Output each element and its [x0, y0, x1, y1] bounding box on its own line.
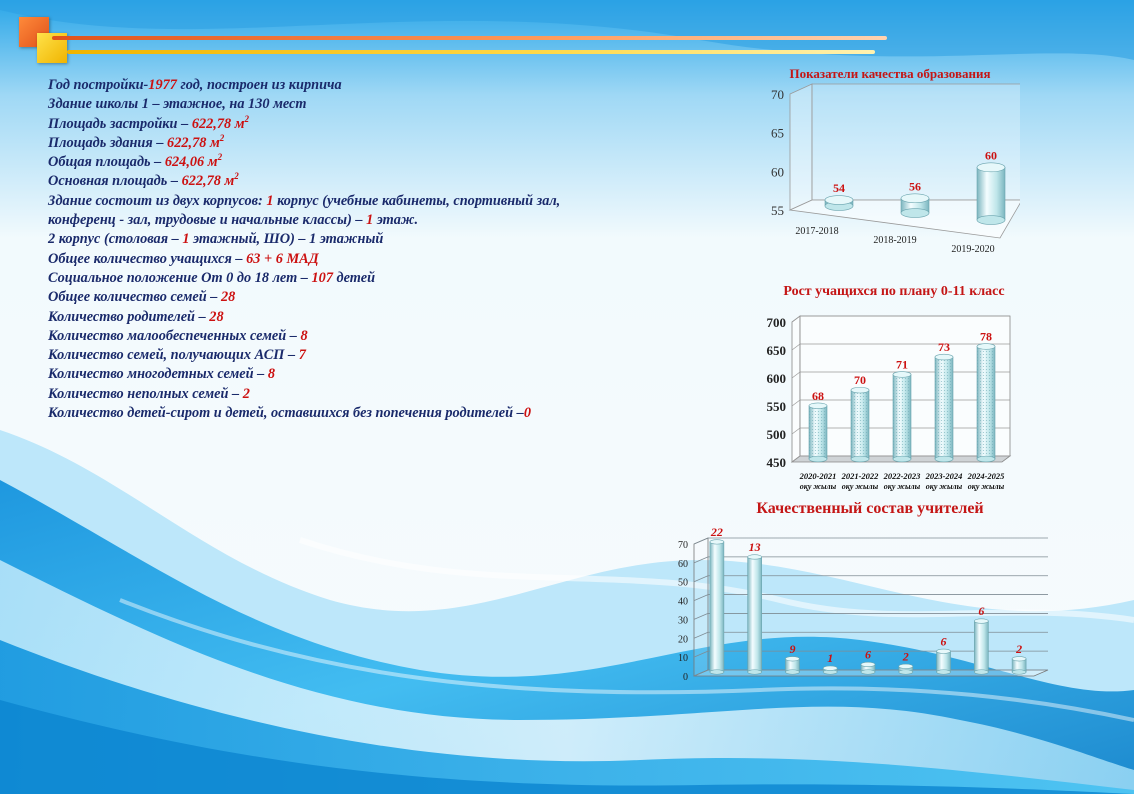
- chart3-ytick: 0: [683, 672, 688, 683]
- chart2-category: 2022-2023: [883, 471, 921, 481]
- chart2-ytick: 500: [766, 427, 786, 442]
- chart1-bar: [901, 194, 929, 218]
- chart3-ytick: 10: [678, 653, 688, 665]
- chart2-student-growth: [748, 308, 1028, 500]
- chart3-data-label: 13: [748, 539, 761, 554]
- info-value: 2: [217, 152, 223, 163]
- info-value: 28: [209, 308, 224, 325]
- info-line-14: [48, 327, 688, 346]
- info-text: Общая площадь –: [48, 154, 165, 171]
- info-line-11: [48, 269, 688, 288]
- info-line-15: [48, 346, 688, 365]
- info-value: 107: [311, 269, 333, 286]
- info-text: 2 корпус (столовая –: [48, 231, 183, 248]
- chart3-ytick: 20: [678, 634, 688, 646]
- chart3-bar: [974, 619, 988, 674]
- chart1-ytick: 65: [771, 125, 784, 141]
- chart3-bar: [1012, 657, 1026, 675]
- info-value: 1: [266, 192, 274, 209]
- info-value: 622,78 м: [167, 134, 220, 151]
- info-text: Количество семей, получающих АСП –: [48, 347, 299, 364]
- chart3-data-label: 9: [789, 641, 796, 656]
- info-value: 28: [221, 289, 236, 306]
- chart1-side-wall: [790, 84, 812, 210]
- info-text: Количество малообеспеченных семей –: [48, 327, 301, 344]
- chart2-category: 2021-2022: [841, 471, 879, 481]
- chart2-side-wall: [792, 316, 800, 462]
- chart2-ytick: 550: [766, 399, 786, 414]
- info-line-6: [48, 172, 688, 191]
- chart1-title: Показатели качества образования: [789, 66, 991, 81]
- info-line-12: [48, 288, 688, 307]
- chart1-category: 2019-2020: [951, 244, 995, 255]
- info-text: этаж.: [373, 212, 419, 229]
- chart2-data-label: 73: [938, 340, 950, 355]
- chart2-category-sub: оқу жылы: [841, 482, 879, 491]
- info-line-1: [48, 76, 688, 95]
- info-text: Площадь здания –: [48, 134, 168, 151]
- chart2-data-label: 78: [980, 329, 992, 344]
- chart3-bar: [861, 662, 875, 674]
- chart2-ytick: 700: [766, 315, 786, 330]
- chart3-ytick: 70: [678, 540, 688, 551]
- info-value: 0: [523, 405, 531, 422]
- chart3-bar: [823, 666, 837, 674]
- info-line-5: [48, 153, 688, 172]
- info-text: Количество многодетных семей –: [48, 366, 268, 383]
- chart1-ytick: 60: [771, 164, 784, 180]
- info-value: 2: [219, 133, 225, 144]
- info-value: 622,78 м: [181, 173, 235, 190]
- info-value: 2: [244, 113, 249, 124]
- chart1-data-label: 60: [985, 148, 997, 163]
- info-line-10: [48, 250, 688, 269]
- chart3-ytick: 50: [678, 577, 688, 589]
- chart2-title: Рост учащихся по плану 0-11 класс: [783, 284, 1005, 299]
- info-value: 1: [366, 212, 374, 229]
- chart2-data-label: 71: [896, 357, 908, 372]
- orange-line-decoration: [52, 36, 887, 40]
- chart2-ytick: 450: [766, 455, 786, 470]
- info-value: 1: [182, 231, 190, 248]
- chart2-category-sub: оқу жылы: [883, 482, 921, 491]
- chart2-ytick: 650: [766, 343, 786, 358]
- chart3-side-wall: [694, 538, 708, 676]
- chart1-ytick: 55: [771, 203, 784, 218]
- info-text: Здание состоит из двух корпусов:: [48, 192, 267, 209]
- info-text: Количество родителей –: [48, 308, 210, 325]
- chart3-ytick: 30: [678, 615, 688, 627]
- chart2-bar: [809, 403, 827, 462]
- chart3-data-label: 2: [1016, 641, 1023, 656]
- chart1-ytick: 70: [771, 87, 784, 102]
- chart1-bar: [825, 196, 853, 211]
- chart3-bar: [937, 649, 951, 674]
- chart2-category: 2023-2024: [925, 471, 963, 481]
- chart2-ytick: 600: [766, 371, 786, 386]
- info-value: 622,78 м: [191, 115, 245, 132]
- info-line-2: [48, 95, 688, 114]
- chart3-bar: [748, 555, 762, 675]
- info-text: Основная площадь –: [48, 173, 182, 190]
- info-text: детей: [332, 269, 376, 286]
- chart3-bar: [710, 540, 724, 675]
- chart2-bar: [935, 354, 953, 462]
- chart1-quality-of-education: [740, 80, 1020, 260]
- chart3-data-label: 6: [940, 634, 947, 649]
- info-text: Площадь застройки –: [48, 115, 192, 132]
- chart1-category: 2018-2019: [873, 235, 917, 246]
- chart3-data-label: 6: [865, 647, 871, 662]
- info-line-13: [48, 308, 688, 327]
- school-info-list: [48, 76, 688, 423]
- chart2-bar: [977, 344, 995, 462]
- chart3-ytick: 60: [678, 558, 688, 570]
- chart2-data-label: 70: [854, 373, 866, 388]
- chart1-bar: [977, 163, 1005, 225]
- chart2-category-sub: оқу жылы: [799, 482, 837, 491]
- chart3-data-label: 22: [710, 528, 723, 539]
- chart3-bar: [785, 657, 799, 675]
- info-text: Количество детей-сирот и детей, оставшихся без попечения родителей –: [48, 405, 524, 422]
- info-line-8: [48, 211, 688, 230]
- info-value: 63 + 6 МАД: [246, 250, 319, 267]
- info-line-7: [48, 192, 688, 211]
- info-line-4: [48, 134, 688, 153]
- chart2-category-sub: оқу жылы: [967, 482, 1005, 491]
- chart3-data-label: 6: [978, 604, 985, 619]
- yellow-line-decoration: [67, 50, 875, 54]
- info-line-3: [48, 115, 688, 134]
- chart1-category: 2017-2018: [795, 226, 839, 237]
- info-text: корпус (учебные кабинеты, спортивный зал,: [273, 192, 561, 209]
- info-text: Общее количество учащихся –: [48, 250, 247, 267]
- chart3-teacher-composition: [650, 528, 1060, 688]
- chart1-data-label: 56: [909, 179, 921, 194]
- chart1-data-label: 54: [833, 181, 845, 195]
- chart3-data-label: 2: [902, 649, 909, 664]
- info-value: 1977: [148, 77, 177, 93]
- info-text: этажный, ШО) – 1 этажный: [189, 231, 384, 248]
- chart2-data-label: 68: [812, 388, 824, 403]
- info-line-17: [48, 385, 688, 404]
- chart3-bar: [899, 664, 913, 674]
- info-text: Общее количество семей –: [48, 289, 222, 306]
- info-value: 2: [234, 171, 239, 182]
- info-value: 8: [267, 366, 276, 383]
- info-value: 624,06 м: [164, 154, 218, 171]
- chart2-category: 2024-2025: [967, 471, 1005, 481]
- chart3-title: Качественный состав учителей: [756, 500, 984, 517]
- chart3-data-label: 1: [827, 651, 834, 666]
- info-line-18: [48, 404, 688, 423]
- info-line-16: [48, 365, 688, 384]
- info-value: 7: [298, 347, 306, 364]
- chart3-ytick: 40: [678, 596, 688, 608]
- info-text: Социальное положение От 0 до 18 лет –: [48, 269, 312, 286]
- info-value: 2: [242, 385, 250, 402]
- chart2-category-sub: оқу жылы: [925, 482, 963, 491]
- info-value: 8: [300, 327, 308, 344]
- info-text: год, построен из кирпича: [176, 77, 342, 93]
- info-line-9: [48, 230, 688, 249]
- chart2-bar: [851, 387, 869, 462]
- chart2-category: 2020-2021: [799, 471, 837, 481]
- chart2-bar: [893, 372, 911, 462]
- info-text: Год постройки-: [48, 77, 149, 93]
- info-text: Здание школы 1 – этажное, на 130 мест: [48, 96, 307, 113]
- info-text: конференц - зал, трудовые и начальные классы) –: [48, 212, 367, 229]
- info-text: Количество неполных семей –: [48, 385, 243, 402]
